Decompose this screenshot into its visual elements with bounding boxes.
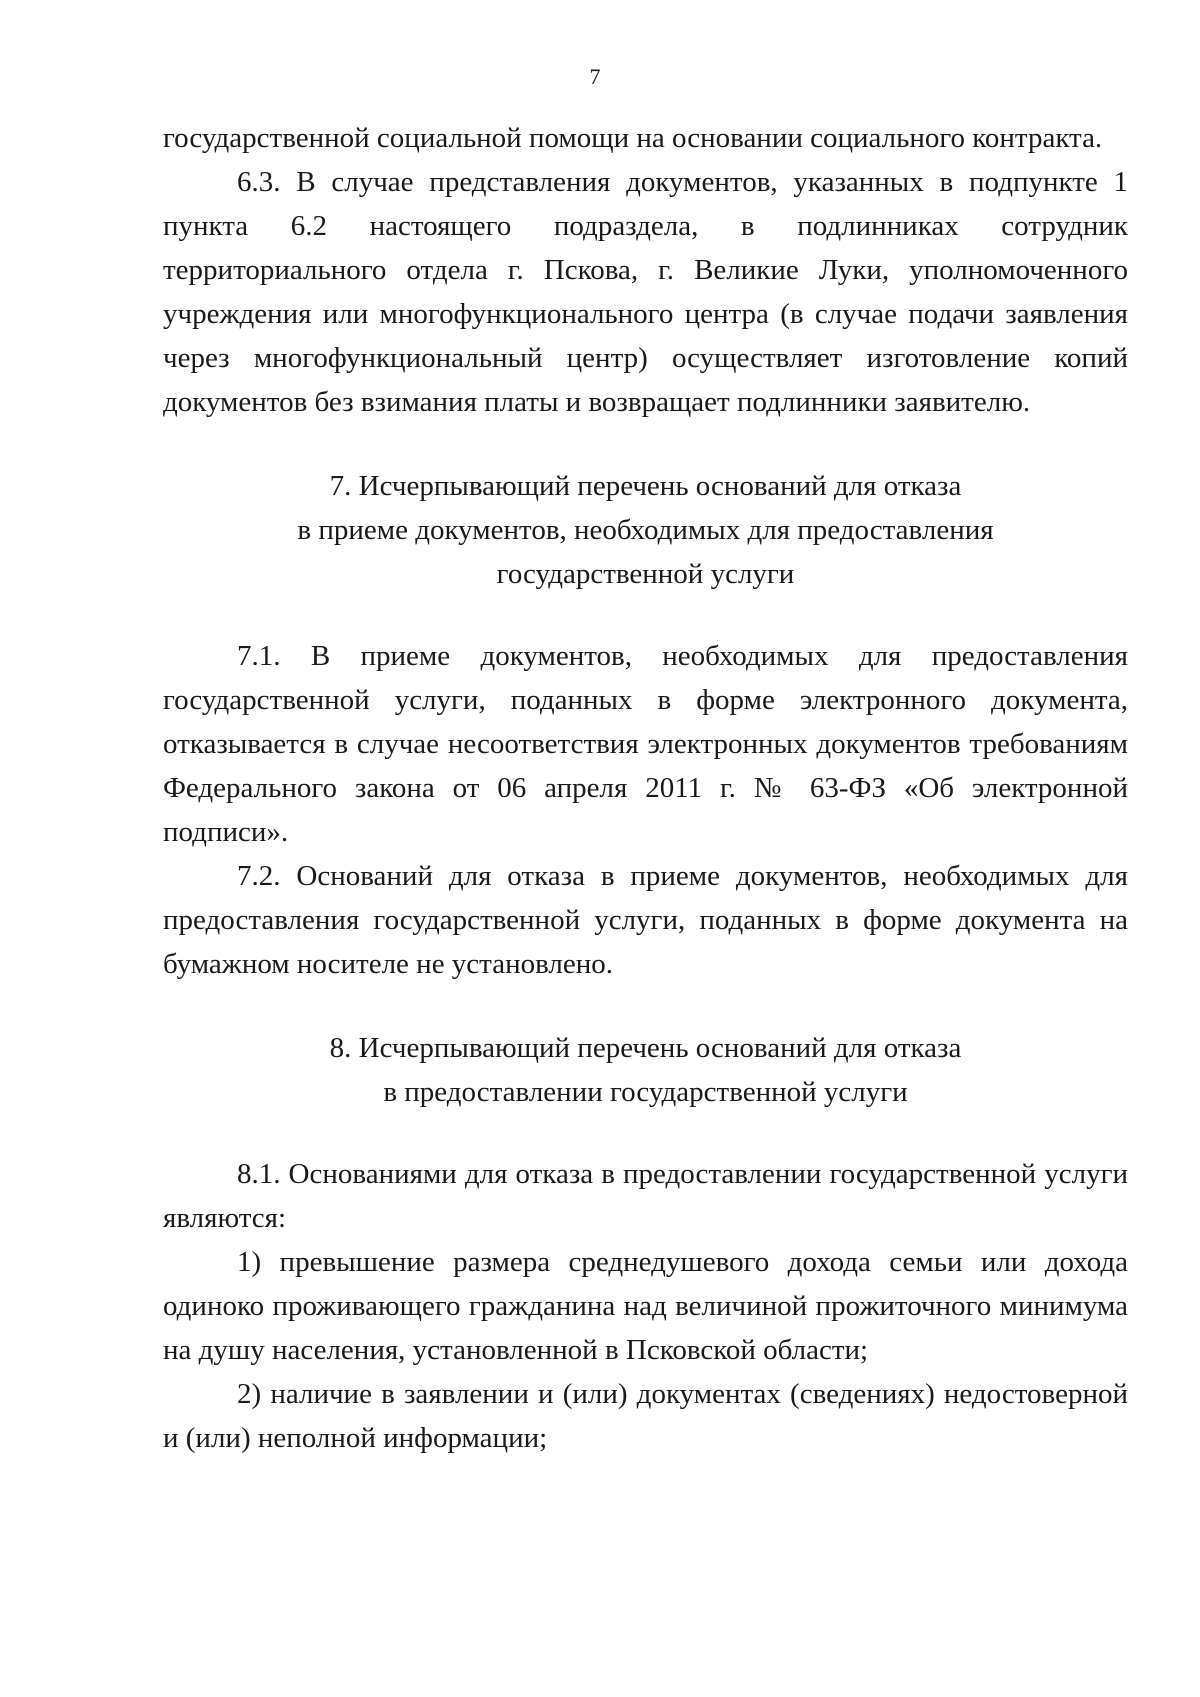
section-7-heading-line-1: 7. Исчерпывающий перечень оснований для отказа	[329, 470, 962, 502]
paragraph-continuation: государственной социальной помощи на основании социального контракта.	[163, 122, 1103, 154]
page-number: 7	[589, 64, 601, 89]
section-7-heading-line-2: в приеме документов, необходимых для предоставления	[297, 514, 994, 546]
paragraph-6-3: 6.3. В случае представления документов, указанных в подпункте 1 пункта 6.2 настоящего подраздела, в подлинниках сотрудник территориального отдела г. Пскова, г. Великие Луки, уполномоченного учреждения или многофункционального центра (в случае подачи заявления через многофункциональный центр) осуществляет изготовление копий документов без взимания платы и возвращает подлинники заявителю.	[163, 166, 1128, 418]
spacer	[163, 424, 1128, 464]
spacer	[163, 1114, 1128, 1152]
paragraph-7-1: 7.1. В приеме документов, необходимых для предоставления государственной услуги, поданных в форме электронного документа, отказывается в случае несоответствия электронных документов требованиям Федерального закона от 06 апреля 2011 г. № 63-ФЗ «Об электронной подписи».	[163, 640, 1128, 848]
list-item-1: 1) превышение размера среднедушевого дохода семьи или дохода одиноко проживающего гражданина над величиной прожиточного минимума на душу населения, установленной в Псковской области;	[163, 1246, 1128, 1366]
section-8-heading-line-1: 8. Исчерпывающий перечень оснований для отказа	[329, 1032, 962, 1064]
section-7-heading	[163, 464, 1128, 596]
paragraph-8-1: 8.1. Основаниями для отказа в предоставлении государственной услуги являются:	[163, 1158, 1128, 1234]
section-7-heading-line-3: государственной услуги	[496, 558, 795, 590]
spacer	[163, 986, 1128, 1026]
section-8-heading	[163, 1026, 1128, 1114]
spacer	[163, 596, 1128, 634]
section-8-heading-line-2: в предоставлении государственной услуги	[383, 1076, 908, 1108]
list-item-2: 2) наличие в заявлении и (или) документах (сведениях) недостоверной и (или) неполной информации;	[163, 1378, 1128, 1454]
paragraph-7-2: 7.2. Оснований для отказа в приеме документов, необходимых для предоставления государственной услуги, поданных в форме документа на бумажном носителе не установлено.	[163, 860, 1128, 980]
document-body	[163, 116, 1128, 1460]
